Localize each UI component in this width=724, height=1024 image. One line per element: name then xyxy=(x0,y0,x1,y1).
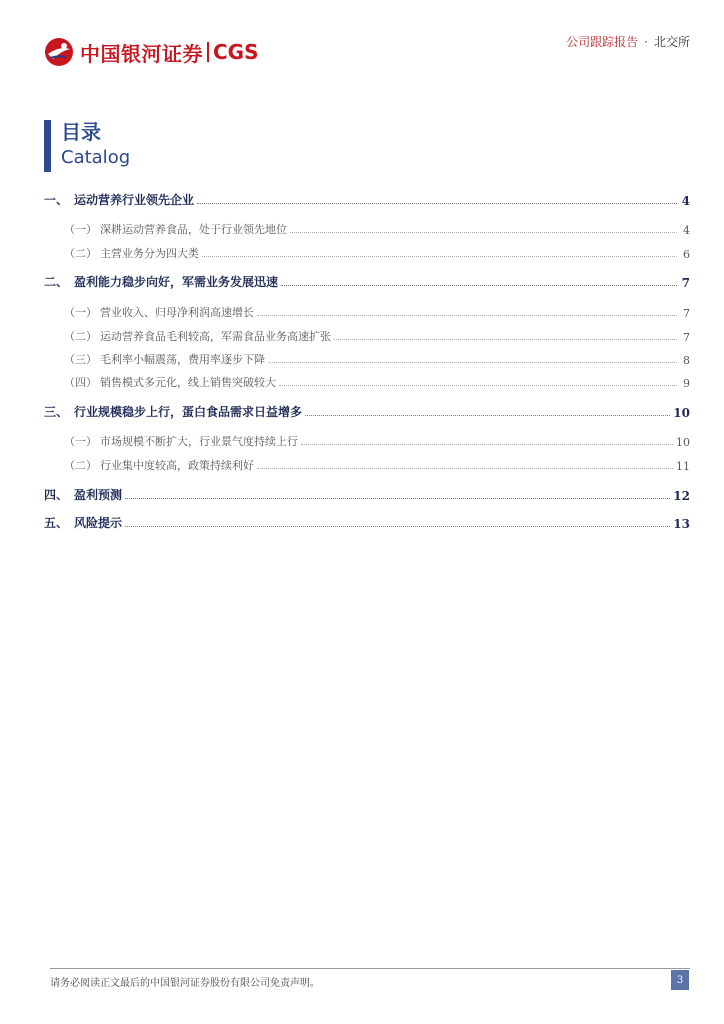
toc-entry-number: （二） xyxy=(64,247,97,260)
toc-entry[interactable] xyxy=(44,300,690,320)
toc-entry-title: 运动营养食品毛利较高，军需食品业务高速扩张 xyxy=(100,330,331,343)
toc-entry[interactable] xyxy=(44,241,690,261)
toc-leader-dots xyxy=(202,256,677,257)
toc-entry-title: 深耕运动营养食品，处于行业领先地位 xyxy=(100,223,287,236)
toc-entry-title: 主营业务分为四大类 xyxy=(100,247,199,260)
toc-entry-number: 五、 xyxy=(44,516,69,530)
report-type-text: 公司跟踪报告 xyxy=(566,35,639,49)
toc-leader-dots xyxy=(279,385,677,386)
toc-entry[interactable] xyxy=(44,483,690,503)
toc-entry-number: （一） xyxy=(64,306,97,319)
toc-leader-dots xyxy=(305,415,670,416)
page-header xyxy=(0,0,724,80)
toc-entry-title: 市场规模不断扩大，行业景气度持续上行 xyxy=(100,435,298,448)
toc-heading xyxy=(44,120,130,172)
toc-entry[interactable] xyxy=(44,188,690,208)
footer-disclaimer: 请务必阅读正文最后的中国银河证券股份有限公司免责声明。 xyxy=(50,978,320,989)
toc-entry-title: 行业规模稳步上行，蛋白食品需求日益增多 xyxy=(74,405,303,419)
toc-entry[interactable] xyxy=(44,324,690,344)
toc-leader-dots xyxy=(257,315,677,316)
toc-leader-dots xyxy=(197,203,677,204)
toc-entry-page: 10 xyxy=(673,406,690,420)
toc-entry-page: 7 xyxy=(681,276,690,290)
toc-entry-title: 销售模式多元化，线上销售突破较大 xyxy=(100,376,276,389)
toc-entry-title: 营业收入、归母净利润高速增长 xyxy=(100,306,254,319)
toc-entry[interactable] xyxy=(44,347,690,367)
toc-entry-title: 盈利预测 xyxy=(74,488,123,502)
toc-leader-dots xyxy=(125,526,670,527)
toc-title-english: Catalog xyxy=(61,147,131,168)
toc-entry-page: 4 xyxy=(683,224,690,237)
toc-entry-page: 6 xyxy=(683,248,690,261)
toc-entry-number: 一、 xyxy=(44,193,69,207)
toc-title-chinese: 目录 xyxy=(61,120,101,144)
toc-entry-page: 12 xyxy=(673,489,690,503)
toc-entry-number: （二） xyxy=(64,330,97,343)
toc-entry-title: 风险提示 xyxy=(74,516,123,530)
page-number-badge: 3 xyxy=(671,970,689,990)
toc-entry[interactable] xyxy=(44,370,690,390)
logo-divider xyxy=(207,42,209,62)
toc-accent-bar xyxy=(44,120,51,172)
toc-entry[interactable] xyxy=(44,429,690,449)
toc-entry-title: 行业集中度较高，政策持续利好 xyxy=(100,459,254,472)
toc-leader-dots xyxy=(301,444,673,445)
exchange-text: 北交所 xyxy=(653,35,690,49)
toc-entry[interactable] xyxy=(44,511,690,531)
toc-entry[interactable] xyxy=(44,270,690,290)
toc-entry[interactable] xyxy=(44,217,690,237)
toc-entry-page: 9 xyxy=(683,377,690,390)
toc-entry-number: 四、 xyxy=(44,488,69,502)
logo-chinese-name: 中国银河证券 xyxy=(80,41,203,66)
toc-entry-number: （四） xyxy=(64,376,97,389)
footer-divider xyxy=(50,968,690,969)
separator-dot: · xyxy=(644,35,648,49)
toc-entry-number: （二） xyxy=(64,459,97,472)
toc-entry-number: （三） xyxy=(64,353,97,366)
toc-leader-dots xyxy=(281,285,677,286)
toc-leader-dots xyxy=(290,232,677,233)
galaxy-logo-icon xyxy=(44,37,74,67)
toc-entry-page: 8 xyxy=(683,354,690,367)
toc-entry-page: 13 xyxy=(673,517,690,531)
toc-entry-title: 盈利能力稳步向好，军需业务发展迅速 xyxy=(74,275,279,289)
logo-english-name: CGS xyxy=(213,40,259,64)
toc-entry-number: 三、 xyxy=(44,405,69,419)
report-type-label xyxy=(566,33,690,50)
toc-entry-page: 10 xyxy=(676,436,690,449)
toc-leader-dots xyxy=(257,468,673,469)
toc-entry-title: 运动营养行业领先企业 xyxy=(74,193,195,207)
toc-entry-number: 二、 xyxy=(44,275,69,289)
toc-entry[interactable] xyxy=(44,453,690,473)
company-logo xyxy=(44,36,259,68)
toc-leader-dots xyxy=(125,498,670,499)
toc-entry-page: 7 xyxy=(683,307,690,320)
toc-entry-number: （一） xyxy=(64,223,97,236)
toc-entry-page: 11 xyxy=(676,460,690,473)
toc-entry-title: 毛利率小幅震荡，费用率逐步下降 xyxy=(100,353,265,366)
toc-entry-page: 4 xyxy=(681,194,690,208)
toc-entry-page: 7 xyxy=(683,331,690,344)
toc-leader-dots xyxy=(334,339,677,340)
toc-entry-number: （一） xyxy=(64,435,97,448)
toc-entry[interactable] xyxy=(44,400,690,420)
toc-leader-dots xyxy=(268,362,677,363)
